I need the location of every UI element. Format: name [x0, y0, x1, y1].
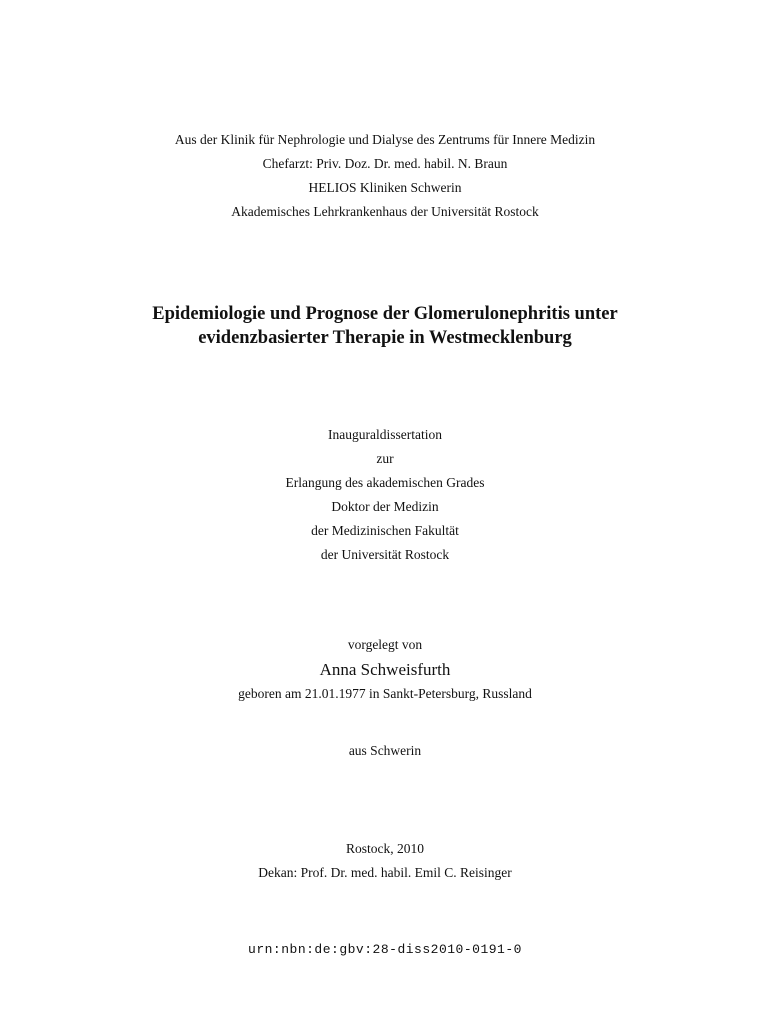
dissertation-degree: Doktor der Medizin	[331, 499, 439, 514]
presented-by: vorgelegt von	[347, 637, 423, 652]
teaching-hospital-line: Akademisches Lehrkrankenhaus der Universität Rostock	[231, 204, 539, 219]
place-year: Rostock, 2010	[345, 841, 424, 856]
urn-identifier: urn:nbn:de:gbv:28-diss2010-0191-0	[248, 942, 522, 957]
clinic-line: Aus der Klinik für Nephrologie und Dialyse des Zentrums für Innere Medizin	[174, 132, 596, 147]
dissertation-purpose: Erlangung des akademischen Grades	[285, 475, 485, 490]
dissertation-university: der Universität Rostock	[320, 547, 450, 562]
author-origin: aus Schwerin	[348, 743, 422, 758]
chief-physician-line: Chefarzt: Priv. Doz. Dr. med. habil. N. Braun	[262, 156, 508, 171]
hospital-line: HELIOS Kliniken Schwerin	[308, 180, 462, 195]
thesis-title-line-2: evidenzbasierter Therapie in Westmecklenburg	[198, 328, 572, 348]
dissertation-type: Inauguraldissertation	[328, 427, 442, 442]
dissertation-faculty: der Medizinischen Fakultät	[311, 523, 459, 538]
dean-line: Dekan: Prof. Dr. med. habil. Emil C. Reisinger	[258, 865, 512, 880]
author-birth: geboren am 21.01.1977 in Sankt-Petersburg, Russland	[238, 686, 532, 701]
thesis-title-line-1: Epidemiologie und Prognose der Glomerulonephritis unter	[152, 304, 618, 324]
dissertation-zur: zur	[376, 451, 394, 466]
author-name: Anna Schweisfurth	[319, 660, 451, 679]
